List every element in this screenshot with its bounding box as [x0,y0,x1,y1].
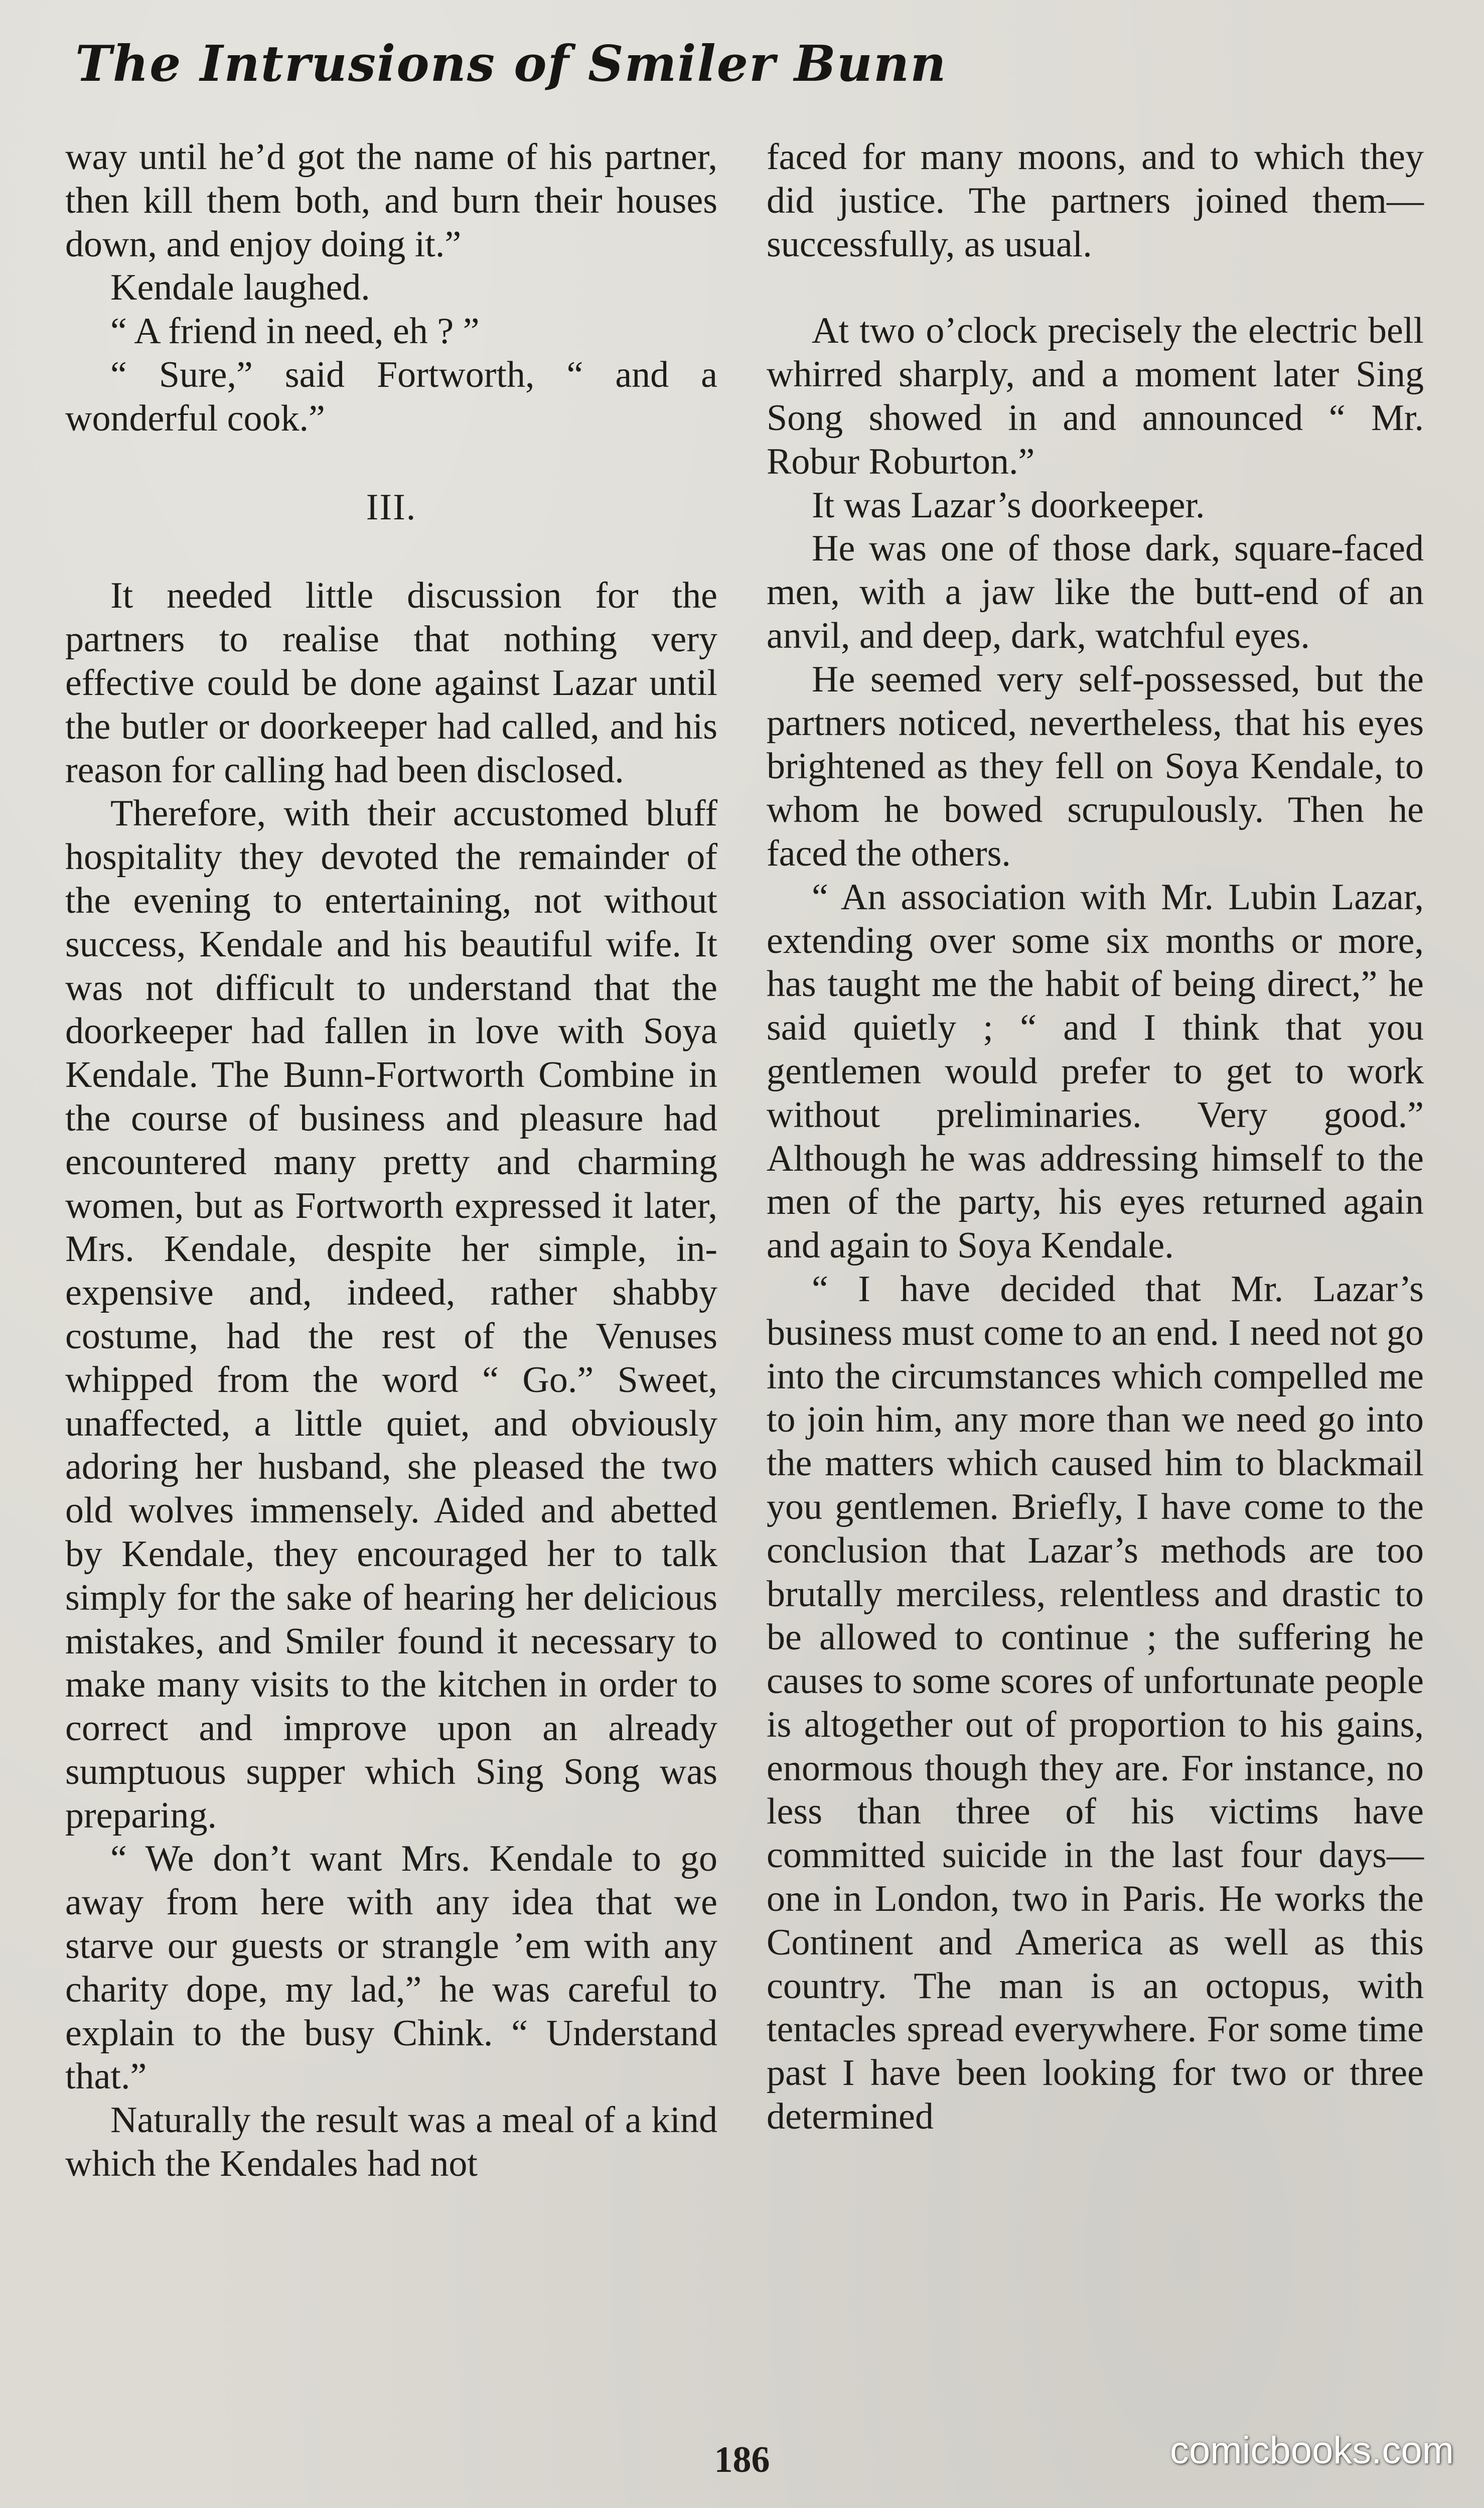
left-column [65,135,717,2186]
paragraph: “ A friend in need, eh ? ” [110,311,480,352]
paragraph: It needed little discussion for the partners to realise that nothing very effective could be done against Lazar until the butler or doorkeeper had called, and his reason for calling had been disclosed. [65,575,717,791]
section-heading: III. [366,486,417,528]
paragraph: He was one of those dark, square-faced men, with a jaw like the butt-end of an anvil, and deep, dark, watchful eyes. [767,528,1424,656]
paragraph: “ An association with Mr. Lubin Lazar, extending over some six months or more, has taught me the habit of being direct,” he said quietly ; “ and I think that you gentlemen would prefer to get to work without preliminaries. Very good.” Although he was addressing himself to the men of the party, his eyes returned again and again to Soya Kendale. [767,876,1424,1267]
paragraph: Therefore, with their accustomed bluff hospitality they devoted the remainder of the evening to entertaining, not without success, Kendale and his beautiful wife. It was not difficult to understand that the doorkeeper had fallen in love with Soya Kendale. The Bunn-Fortworth Combine in the course of business and pleasure had encountered many pretty and charming women, but as Fortworth expressed it later, Mrs. Kendale, despite her simple, inexpensive and, indeed, rather shabby costume, had the rest of the Venuses whipped from the word “ Go.” Sweet, unaffected, a little quiet, and obviously adoring her husband, she pleased the two old wolves immensely. Aided and abetted by Kendale, they encouraged her to talk simply for the sake of hearing her delicious mistakes, and Smiler found it necessary to make many visits to the kitchen in order to correct and improve upon an already sumptuous supper which Sing Song was preparing. [65,793,717,1836]
paragraph: Naturally the result was a meal of a kind which the Kendales had not [65,2100,717,2185]
paragraph: “ I have decided that Mr. Lazar’s business must come to an end. I need not go into the circumstances which compelled me to join him, any more than we need go into the matters which caused him to blackmail you gentlemen. Briefly, I have come to the conclusion that Lazar’s methods are too brutally merciless, relentless and drastic to be allowed to continue ; the suffering he causes to some scores of unfortunate people is altogether out of proportion to his gains, enormous though they are. For instance, no less than three of his victims have committed suicide in the last four days—one in London, two in Paris. He works the Continent and America as well as this country. The man is an octopus, with tentacles spread everywhere. For some time past I have been looking for two or three determined [767,1268,1424,2138]
paragraph: “ Sure,” said Fortworth, “ and a wonderful cook.” [65,354,717,439]
paragraph: It was Lazar’s doorkeeper. [812,484,1205,526]
running-title: The Intrusions of Smiler Bunn [75,35,947,93]
right-column [767,135,1424,2139]
paragraph: He seemed very self-possessed, but the partners noticed, nevertheless, that his eyes brightened as they fell on Soya Kendale, to whom he bowed scrupulously. Then he faced the others. [767,658,1424,874]
site-watermark: comicbooks.com [1170,2429,1454,2472]
page-number: 186 [714,2439,770,2480]
paragraph: faced for many moons, and to which they did justice. The partners joined them—successfully, as usual. [767,136,1424,265]
paragraph: At two o’clock precisely the electric bell whirred sharply, and a moment later Sing Song showed in and announced “ Mr. Robur Roburton.” [767,310,1424,482]
paragraph: “ We don’t want Mrs. Kendale to go away from here with any idea that we starve our guests or strangle ’em with any charity dope, my lad,” he was careful to explain to the busy Chink. “ Understand that.” [65,1838,717,2098]
paragraph: way until he’d got the name of his partner, then kill them both, and burn their houses down, and enjoy doing it.” [65,136,717,265]
paragraph: Kendale laughed. [110,267,370,309]
